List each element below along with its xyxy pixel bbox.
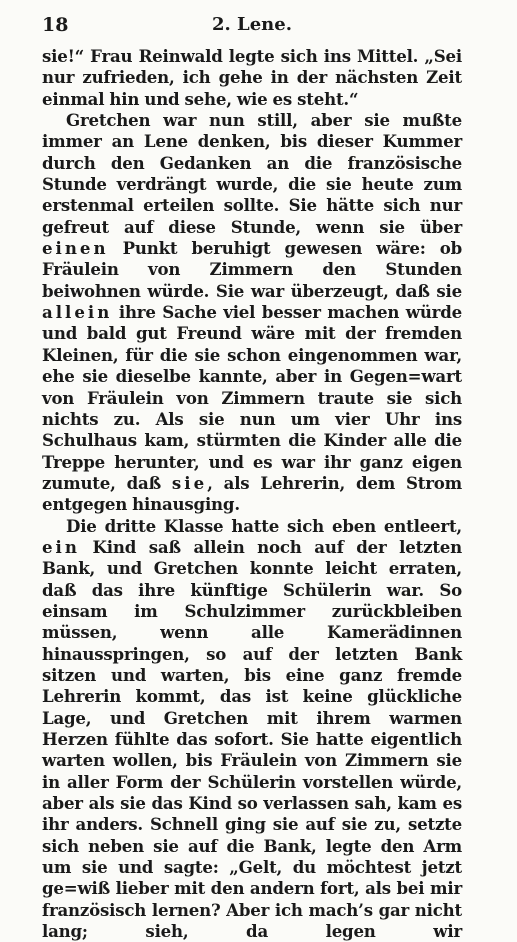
body-text bbox=[42, 46, 462, 942]
emphasized-word: allein bbox=[42, 302, 113, 323]
emphasized-word: einen bbox=[42, 238, 109, 259]
running-title: 2. Lene. bbox=[212, 14, 292, 35]
paragraph-2 bbox=[42, 110, 462, 516]
paragraph-3 bbox=[42, 516, 462, 942]
text-run: ihre Sache viel besser machen würde und bald gut Freund wäre mit der fremden Kleinen, für die sie schon eingenommen war, ehe sie dieselbe kannte, aber in Gegen=wart von Fräulein von Zimmern traute sie sich nichts zu. Als sie nun um vier Uhr ins Schulhaus kam, stürmten die Kinder alle die Treppe herunter, und es war ihr ganz eigen zumute, daß bbox=[42, 302, 462, 493]
page-header bbox=[42, 14, 462, 40]
text-run: , als Lehrerin, dem Strom entgegen hinausging. bbox=[42, 472, 462, 515]
text-run: Punkt beruhigt gewesen wäre: ob Fräulein von Zimmern den Stunden beiwohnen würde. Sie war überzeugt, daß sie bbox=[42, 238, 462, 301]
page-number: 18 bbox=[42, 14, 69, 36]
emphasized-word: ein bbox=[42, 536, 80, 557]
text-run: Kind saß allein noch auf der letzten Bank, und Gretchen konnte leicht erraten, daß das ihre künftige Schülerin war. So einsam im Schulzimmer zurückbleiben müssen, wenn alle Kamerädinnen hinausspringen, so auf der letzten Bank sitzen und warten, bis eine ganz fremde Lehrerin kommt, das ist keine glückliche Lage, und Gretchen mit ihrem warmen Herzen fühlte das sofort. Sie hatte eigentlich warten wollen, bis Fräulein von Zimmern sie in aller Form der Schülerin vorstellen würde, aber als sie das Kind so verlassen sah, kam es ihr anders. Schnell ging sie auf sie zu, setzte sich neben sie auf die Bank, legte den Arm um sie und sagte: „Gelt, du möchtest jetzt ge=wiß lieber mit den andern fort, als bei mir französisch lernen? Aber ich mach’s gar nicht lang; sieh, da legen wir bbox=[42, 536, 462, 942]
paragraph-1 bbox=[42, 46, 462, 110]
text-run: Gretchen war nun still, aber sie mußte immer an Lene denken, bis dieser Kummer durch den Gedanken an die französische Stunde verdrängt wurde, die sie heute zum erstenmal erteilen sollte. Sie hätte sich nur gefreut auf diese Stunde, wenn sie über bbox=[42, 110, 462, 237]
text-run: Die dritte Klasse hatte sich eben entleert, bbox=[66, 515, 462, 536]
emphasized-word: sie bbox=[171, 472, 208, 493]
text-run: sie!“ Frau Reinwald legte sich ins Mittel. „Sei nur zufrieden, ich gehe in der nächsten Zeit einmal hin und sehe, wie es steht.“ bbox=[42, 46, 462, 109]
